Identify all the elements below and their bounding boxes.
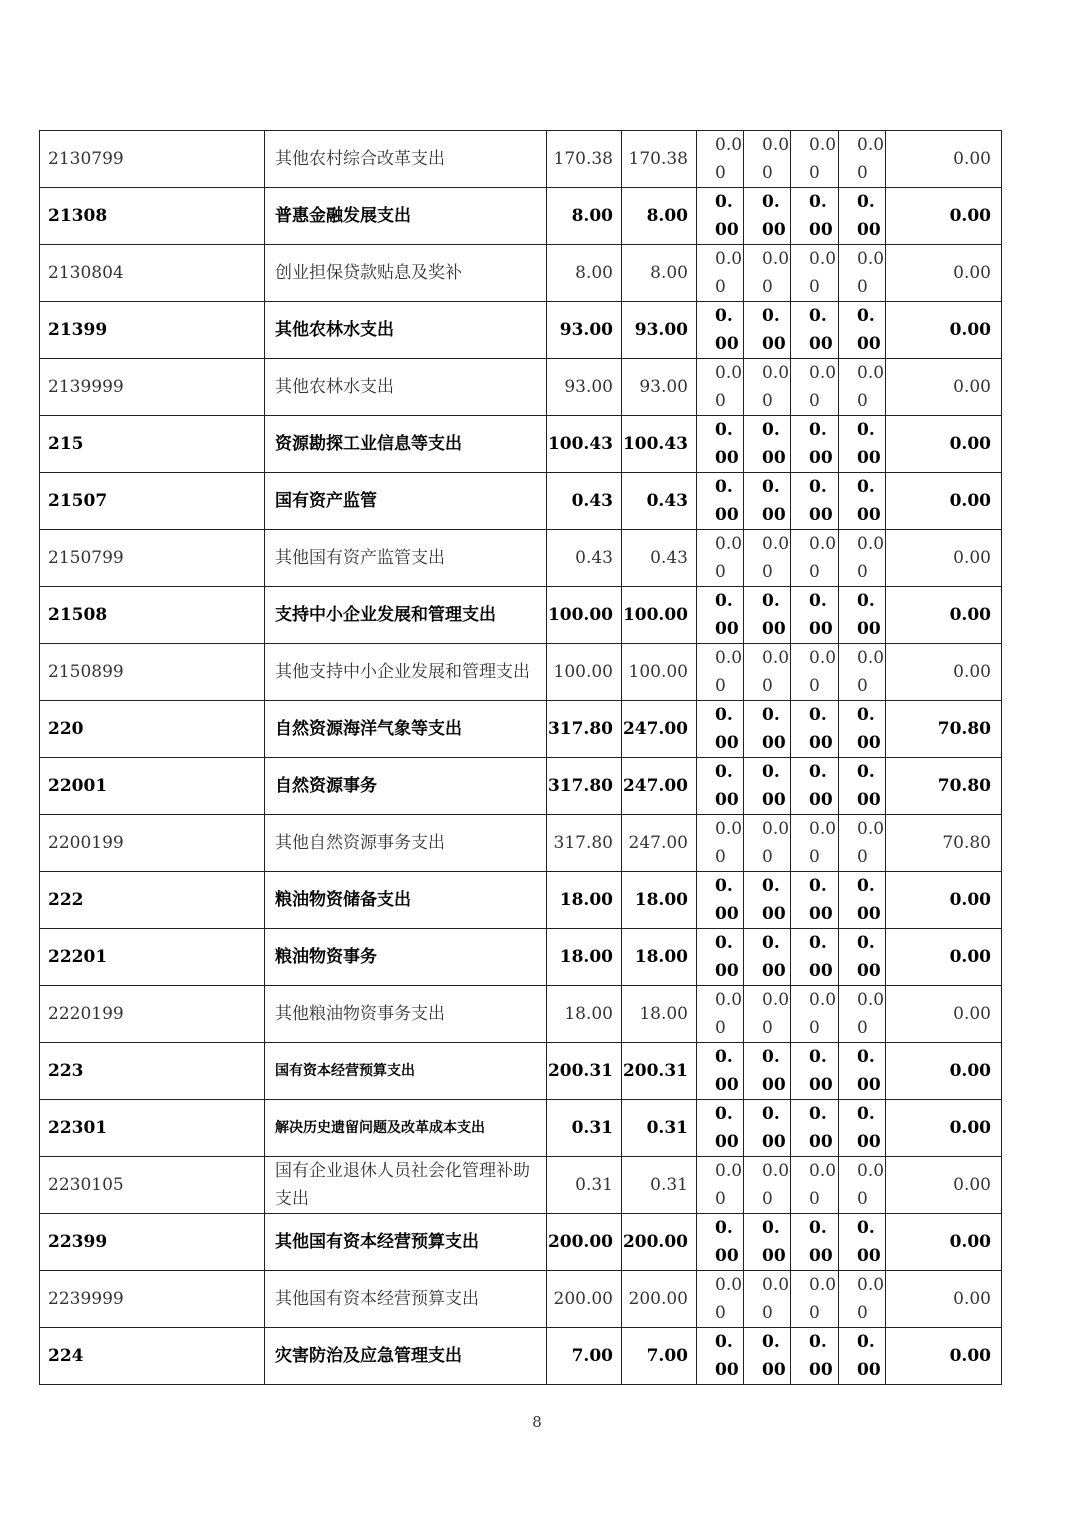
table-row (40, 701, 1002, 758)
general-budget-cell: 18.00 (622, 872, 697, 929)
fund-column-3-cell: 0.00 (697, 815, 744, 872)
fund-column-5-cell: 0.00 (791, 815, 839, 872)
account-name-cell: 支持中小企业发展和管理支出 (265, 587, 547, 644)
account-name-cell: 国有资本经营预算支出 (265, 1043, 547, 1100)
account-code-cell: 2130804 (40, 245, 265, 302)
general-budget-cell: 8.00 (622, 188, 697, 245)
table-row (40, 473, 1002, 530)
account-code-cell: 2150899 (40, 644, 265, 701)
table-row (40, 1214, 1002, 1271)
fund-column-4-cell: 0.00 (744, 188, 791, 245)
table-row (40, 1157, 1002, 1214)
fund-column-5-cell: 0.00 (791, 758, 839, 815)
total-amount-cell: 93.00 (547, 359, 622, 416)
other-amount-cell: 0.00 (886, 587, 1002, 644)
table-row (40, 815, 1002, 872)
other-amount-cell: 0.00 (886, 1100, 1002, 1157)
general-budget-cell: 170.38 (622, 131, 697, 188)
other-amount-cell: 70.80 (886, 701, 1002, 758)
total-amount-cell: 18.00 (547, 986, 622, 1043)
fund-column-6-cell: 0.00 (839, 1157, 886, 1214)
account-name-cell: 其他农林水支出 (265, 359, 547, 416)
account-name-cell: 其他自然资源事务支出 (265, 815, 547, 872)
general-budget-cell: 0.43 (622, 530, 697, 587)
fund-column-5-cell: 0.00 (791, 1100, 839, 1157)
fund-column-6-cell: 0.00 (839, 245, 886, 302)
account-name-cell: 创业担保贷款贴息及奖补 (265, 245, 547, 302)
fund-column-5-cell: 0.00 (791, 1157, 839, 1214)
total-amount-cell: 317.80 (547, 701, 622, 758)
general-budget-cell: 100.00 (622, 644, 697, 701)
fund-column-4-cell: 0.00 (744, 929, 791, 986)
other-amount-cell: 0.00 (886, 929, 1002, 986)
general-budget-cell: 18.00 (622, 986, 697, 1043)
table-row (40, 758, 1002, 815)
fund-column-5-cell: 0.00 (791, 188, 839, 245)
account-code-cell: 2139999 (40, 359, 265, 416)
fund-column-3-cell: 0.00 (697, 1100, 744, 1157)
fund-column-6-cell: 0.00 (839, 587, 886, 644)
general-budget-cell: 93.00 (622, 302, 697, 359)
table-row (40, 644, 1002, 701)
general-budget-cell: 247.00 (622, 701, 697, 758)
table-row (40, 1100, 1002, 1157)
fund-column-3-cell: 0.00 (697, 644, 744, 701)
account-name-cell: 自然资源海洋气象等支出 (265, 701, 547, 758)
fund-column-4-cell: 0.00 (744, 1328, 791, 1385)
fund-column-5-cell: 0.00 (791, 1328, 839, 1385)
fund-column-6-cell: 0.00 (839, 701, 886, 758)
table-row (40, 1328, 1002, 1385)
table-row (40, 416, 1002, 473)
account-name-cell: 其他国有资本经营预算支出 (265, 1271, 547, 1328)
account-code-cell: 21508 (40, 587, 265, 644)
account-code-cell: 222 (40, 872, 265, 929)
total-amount-cell: 8.00 (547, 188, 622, 245)
fund-column-4-cell: 0.00 (744, 986, 791, 1043)
fund-column-4-cell: 0.00 (744, 1214, 791, 1271)
fund-column-3-cell: 0.00 (697, 929, 744, 986)
account-name-cell: 其他农村综合改革支出 (265, 131, 547, 188)
fund-column-3-cell: 0.00 (697, 758, 744, 815)
general-budget-cell: 0.43 (622, 473, 697, 530)
fund-column-4-cell: 0.00 (744, 416, 791, 473)
total-amount-cell: 317.80 (547, 815, 622, 872)
fund-column-6-cell: 0.00 (839, 188, 886, 245)
fund-column-3-cell: 0.00 (697, 1043, 744, 1100)
table-row (40, 986, 1002, 1043)
total-amount-cell: 200.00 (547, 1214, 622, 1271)
fund-column-4-cell: 0.00 (744, 1271, 791, 1328)
total-amount-cell: 18.00 (547, 929, 622, 986)
account-code-cell: 21308 (40, 188, 265, 245)
fund-column-4-cell: 0.00 (744, 473, 791, 530)
total-amount-cell: 100.43 (547, 416, 622, 473)
fund-column-4-cell: 0.00 (744, 1043, 791, 1100)
account-code-cell: 21507 (40, 473, 265, 530)
fund-column-3-cell: 0.00 (697, 872, 744, 929)
account-name-cell: 解决历史遗留问题及改革成本支出 (265, 1100, 547, 1157)
account-code-cell: 22399 (40, 1214, 265, 1271)
account-name-cell: 其他国有资产监管支出 (265, 530, 547, 587)
account-code-cell: 2239999 (40, 1271, 265, 1328)
account-name-cell: 其他农林水支出 (265, 302, 547, 359)
other-amount-cell: 0.00 (886, 131, 1002, 188)
account-name-cell: 粮油物资事务 (265, 929, 547, 986)
account-code-cell: 223 (40, 1043, 265, 1100)
general-budget-cell: 200.00 (622, 1271, 697, 1328)
account-name-cell: 自然资源事务 (265, 758, 547, 815)
account-code-cell: 215 (40, 416, 265, 473)
account-code-cell: 2230105 (40, 1157, 265, 1214)
fund-column-4-cell: 0.00 (744, 587, 791, 644)
fund-column-5-cell: 0.00 (791, 416, 839, 473)
fund-column-5-cell: 0.00 (791, 587, 839, 644)
fund-column-3-cell: 0.00 (697, 701, 744, 758)
account-code-cell: 2130799 (40, 131, 265, 188)
fund-column-5-cell: 0.00 (791, 359, 839, 416)
account-code-cell: 22301 (40, 1100, 265, 1157)
total-amount-cell: 200.00 (547, 1271, 622, 1328)
account-name-cell: 灾害防治及应急管理支出 (265, 1328, 547, 1385)
total-amount-cell: 93.00 (547, 302, 622, 359)
other-amount-cell: 0.00 (886, 359, 1002, 416)
general-budget-cell: 100.00 (622, 587, 697, 644)
total-amount-cell: 0.43 (547, 473, 622, 530)
fund-column-4-cell: 0.00 (744, 530, 791, 587)
general-budget-cell: 7.00 (622, 1328, 697, 1385)
account-name-cell: 其他支持中小企业发展和管理支出 (265, 644, 547, 701)
general-budget-cell: 200.00 (622, 1214, 697, 1271)
account-name-cell: 其他粮油物资事务支出 (265, 986, 547, 1043)
fund-column-4-cell: 0.00 (744, 815, 791, 872)
fund-column-6-cell: 0.00 (839, 302, 886, 359)
fund-column-6-cell: 0.00 (839, 131, 886, 188)
general-budget-cell: 0.31 (622, 1100, 697, 1157)
fund-column-5-cell: 0.00 (791, 530, 839, 587)
fund-column-5-cell: 0.00 (791, 929, 839, 986)
other-amount-cell: 0.00 (886, 416, 1002, 473)
budget-table (39, 130, 1002, 1385)
fund-column-4-cell: 0.00 (744, 701, 791, 758)
fund-column-6-cell: 0.00 (839, 1100, 886, 1157)
fund-column-6-cell: 0.00 (839, 473, 886, 530)
fund-column-5-cell: 0.00 (791, 1043, 839, 1100)
total-amount-cell: 7.00 (547, 1328, 622, 1385)
general-budget-cell: 0.31 (622, 1157, 697, 1214)
fund-column-4-cell: 0.00 (744, 872, 791, 929)
other-amount-cell: 0.00 (886, 644, 1002, 701)
account-code-cell: 21399 (40, 302, 265, 359)
account-name-cell: 粮油物资储备支出 (265, 872, 547, 929)
fund-column-6-cell: 0.00 (839, 815, 886, 872)
fund-column-5-cell: 0.00 (791, 872, 839, 929)
fund-column-5-cell: 0.00 (791, 701, 839, 758)
other-amount-cell: 0.00 (886, 473, 1002, 530)
fund-column-3-cell: 0.00 (697, 587, 744, 644)
other-amount-cell: 0.00 (886, 530, 1002, 587)
total-amount-cell: 100.00 (547, 644, 622, 701)
account-code-cell: 22201 (40, 929, 265, 986)
fund-column-6-cell: 0.00 (839, 929, 886, 986)
general-budget-cell: 100.43 (622, 416, 697, 473)
fund-column-6-cell: 0.00 (839, 359, 886, 416)
general-budget-cell: 93.00 (622, 359, 697, 416)
fund-column-3-cell: 0.00 (697, 245, 744, 302)
total-amount-cell: 200.31 (547, 1043, 622, 1100)
total-amount-cell: 170.38 (547, 131, 622, 188)
table-row (40, 302, 1002, 359)
other-amount-cell: 0.00 (886, 245, 1002, 302)
fund-column-4-cell: 0.00 (744, 1157, 791, 1214)
page-number: 8 (532, 1413, 542, 1431)
other-amount-cell: 0.00 (886, 1157, 1002, 1214)
fund-column-4-cell: 0.00 (744, 1100, 791, 1157)
other-amount-cell: 70.80 (886, 815, 1002, 872)
account-name-cell: 国有企业退休人员社会化管理补助支出 (265, 1157, 547, 1214)
table-row (40, 872, 1002, 929)
table-row (40, 530, 1002, 587)
total-amount-cell: 8.00 (547, 245, 622, 302)
fund-column-5-cell: 0.00 (791, 302, 839, 359)
fund-column-6-cell: 0.00 (839, 416, 886, 473)
fund-column-6-cell: 0.00 (839, 986, 886, 1043)
table-row (40, 188, 1002, 245)
account-code-cell: 2150799 (40, 530, 265, 587)
other-amount-cell: 0.00 (886, 1043, 1002, 1100)
other-amount-cell: 70.80 (886, 758, 1002, 815)
fund-column-6-cell: 0.00 (839, 1328, 886, 1385)
total-amount-cell: 100.00 (547, 587, 622, 644)
total-amount-cell: 0.43 (547, 530, 622, 587)
fund-column-6-cell: 0.00 (839, 872, 886, 929)
fund-column-4-cell: 0.00 (744, 131, 791, 188)
general-budget-cell: 247.00 (622, 815, 697, 872)
fund-column-5-cell: 0.00 (791, 644, 839, 701)
total-amount-cell: 0.31 (547, 1157, 622, 1214)
general-budget-cell: 18.00 (622, 929, 697, 986)
other-amount-cell: 0.00 (886, 986, 1002, 1043)
fund-column-6-cell: 0.00 (839, 530, 886, 587)
fund-column-3-cell: 0.00 (697, 530, 744, 587)
table-body (40, 131, 1002, 1385)
fund-column-3-cell: 0.00 (697, 188, 744, 245)
fund-column-4-cell: 0.00 (744, 758, 791, 815)
fund-column-3-cell: 0.00 (697, 986, 744, 1043)
account-code-cell: 2200199 (40, 815, 265, 872)
fund-column-5-cell: 0.00 (791, 245, 839, 302)
fund-column-3-cell: 0.00 (697, 131, 744, 188)
account-name-cell: 资源勘探工业信息等支出 (265, 416, 547, 473)
other-amount-cell: 0.00 (886, 872, 1002, 929)
table-row (40, 131, 1002, 188)
general-budget-cell: 247.00 (622, 758, 697, 815)
other-amount-cell: 0.00 (886, 1214, 1002, 1271)
fund-column-6-cell: 0.00 (839, 1214, 886, 1271)
account-name-cell: 普惠金融发展支出 (265, 188, 547, 245)
account-code-cell: 220 (40, 701, 265, 758)
fund-column-3-cell: 0.00 (697, 1214, 744, 1271)
table-row (40, 929, 1002, 986)
fund-column-3-cell: 0.00 (697, 1157, 744, 1214)
total-amount-cell: 0.31 (547, 1100, 622, 1157)
table-row (40, 245, 1002, 302)
fund-column-3-cell: 0.00 (697, 1271, 744, 1328)
table-row (40, 1043, 1002, 1100)
table-row (40, 1271, 1002, 1328)
other-amount-cell: 0.00 (886, 1271, 1002, 1328)
fund-column-5-cell: 0.00 (791, 131, 839, 188)
fund-column-6-cell: 0.00 (839, 644, 886, 701)
account-name-cell: 其他国有资本经营预算支出 (265, 1214, 547, 1271)
fund-column-6-cell: 0.00 (839, 1271, 886, 1328)
account-name-cell: 国有资产监管 (265, 473, 547, 530)
account-code-cell: 22001 (40, 758, 265, 815)
total-amount-cell: 317.80 (547, 758, 622, 815)
fund-column-5-cell: 0.00 (791, 986, 839, 1043)
general-budget-cell: 200.31 (622, 1043, 697, 1100)
fund-column-3-cell: 0.00 (697, 416, 744, 473)
general-budget-cell: 8.00 (622, 245, 697, 302)
other-amount-cell: 0.00 (886, 302, 1002, 359)
fund-column-5-cell: 0.00 (791, 473, 839, 530)
fund-column-5-cell: 0.00 (791, 1271, 839, 1328)
other-amount-cell: 0.00 (886, 1328, 1002, 1385)
fund-column-4-cell: 0.00 (744, 302, 791, 359)
fund-column-3-cell: 0.00 (697, 1328, 744, 1385)
fund-column-6-cell: 0.00 (839, 1043, 886, 1100)
total-amount-cell: 18.00 (547, 872, 622, 929)
fund-column-6-cell: 0.00 (839, 758, 886, 815)
fund-column-3-cell: 0.00 (697, 359, 744, 416)
table-row (40, 587, 1002, 644)
account-code-cell: 2220199 (40, 986, 265, 1043)
account-code-cell: 224 (40, 1328, 265, 1385)
fund-column-3-cell: 0.00 (697, 302, 744, 359)
fund-column-4-cell: 0.00 (744, 359, 791, 416)
fund-column-3-cell: 0.00 (697, 473, 744, 530)
fund-column-5-cell: 0.00 (791, 1214, 839, 1271)
other-amount-cell: 0.00 (886, 188, 1002, 245)
fund-column-4-cell: 0.00 (744, 245, 791, 302)
fund-column-4-cell: 0.00 (744, 644, 791, 701)
table-row (40, 359, 1002, 416)
